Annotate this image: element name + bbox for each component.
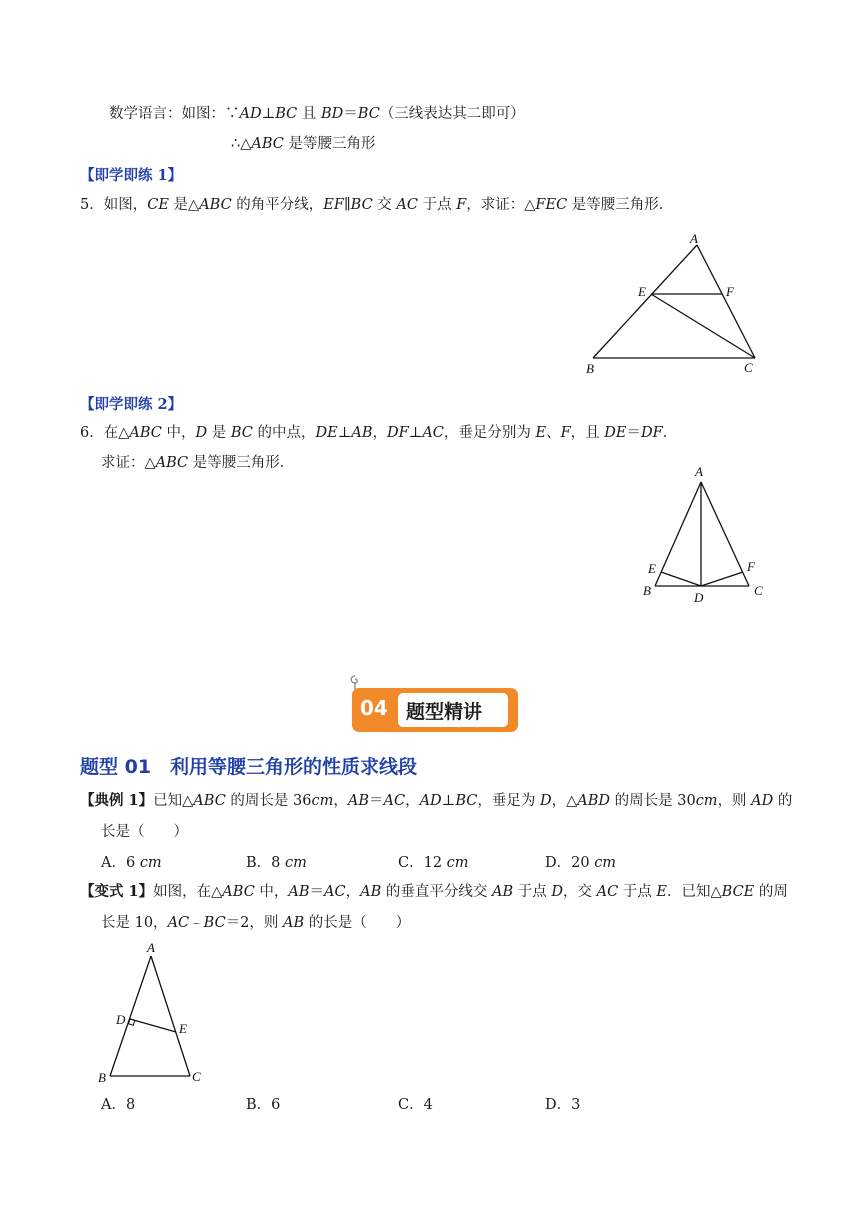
label-c: C bbox=[754, 583, 763, 598]
variant-1-option-b[interactable]: B．6 bbox=[246, 1097, 281, 1113]
figure-triangle-efc bbox=[580, 228, 780, 378]
label-c: C bbox=[192, 1069, 201, 1084]
variant-1-option-a[interactable]: A．8 bbox=[101, 1097, 136, 1113]
theorem-line-2: ∴△ABC 是等腰三角形 bbox=[231, 136, 376, 152]
practice-1-question: 5．如图，CE 是△ABC 的角平分线，EF∥BC 交 AC 于点 F，求证：△FEC 是等腰三角形． bbox=[80, 197, 674, 213]
variant-1-line1: 【变式 1】如图，在△ABC 中，AB＝AC，AB 的垂直平分线交 AB 于点 D，交 AC 于点 E．已知△BCE 的周 bbox=[80, 883, 788, 900]
example-1-option-d[interactable]: D．20 cm bbox=[545, 855, 617, 871]
segment-ac bbox=[151, 956, 190, 1076]
example-1-option-c[interactable]: C．12 cm bbox=[398, 855, 469, 871]
example-1-line2: 长是（ ） bbox=[101, 824, 188, 840]
label-e: E bbox=[179, 1021, 187, 1036]
badge-title: 题型精讲 bbox=[406, 701, 483, 723]
badge-number: 04 bbox=[360, 696, 388, 720]
label-f: F bbox=[726, 284, 734, 299]
segment-ac bbox=[701, 482, 749, 586]
right-angle-mark bbox=[129, 1019, 135, 1025]
section-badge bbox=[352, 688, 518, 732]
example-1-option-a[interactable]: A．6 cm bbox=[101, 855, 162, 871]
variant-1-label: 【变式 1】 bbox=[80, 883, 154, 900]
section-title: 题型 01 利用等腰三角形的性质求线段 bbox=[80, 756, 418, 778]
practice-2-question-line2: 求证：△ABC 是等腰三角形． bbox=[101, 455, 295, 471]
example-1-line1: 【典例 1】已知△ABC 的周长是 36cm，AB＝AC，AD⊥BC，垂足为 D，△ABD 的周长是 30cm，则 AD 的 bbox=[80, 792, 793, 809]
example-1-label: 【典例 1】 bbox=[80, 792, 154, 809]
segment-ab bbox=[655, 482, 701, 586]
label-f: F bbox=[747, 559, 755, 574]
figure-triangle-abc-midpoint bbox=[636, 460, 776, 605]
figure-triangle-perp-bisector bbox=[92, 938, 212, 1088]
label-b: B bbox=[643, 583, 651, 598]
variant-1-option-c[interactable]: C．4 bbox=[398, 1097, 433, 1113]
segment-ab bbox=[593, 245, 697, 358]
label-c: C bbox=[744, 360, 753, 375]
practice-1-label: 【即学即练 1】 bbox=[80, 167, 183, 184]
segment-de bbox=[661, 572, 701, 586]
segment-ec bbox=[651, 294, 755, 358]
segment-ac bbox=[697, 245, 755, 358]
practice-2-label: 【即学即练 2】 bbox=[80, 396, 183, 413]
theorem-line-1: 数学语言：如图：∵AD⊥BC 且 BD＝BC（三线表达其二即可） bbox=[109, 106, 525, 122]
variant-1-line2: 长是 10，AC﹣BC＝2，则 AB 的长是（ ） bbox=[101, 915, 411, 931]
label-b: B bbox=[98, 1070, 106, 1085]
segment-de bbox=[130, 1019, 176, 1032]
variant-1-option-d[interactable]: D．3 bbox=[545, 1097, 581, 1113]
label-e: E bbox=[648, 561, 656, 576]
label-d: D bbox=[694, 590, 704, 605]
label-a: A bbox=[690, 231, 698, 246]
label-a: A bbox=[695, 464, 703, 479]
label-e: E bbox=[638, 284, 646, 299]
practice-2-question-line1: 6．在△ABC 中，D 是 BC 的中点，DE⊥AB，DF⊥AC，垂足分别为 E、F，且 DE＝DF． bbox=[80, 425, 678, 441]
label-d: D bbox=[116, 1012, 126, 1027]
label-b: B bbox=[586, 361, 594, 376]
segment-df bbox=[701, 572, 743, 586]
example-1-option-b[interactable]: B．8 cm bbox=[246, 855, 307, 871]
label-a: A bbox=[147, 940, 155, 955]
